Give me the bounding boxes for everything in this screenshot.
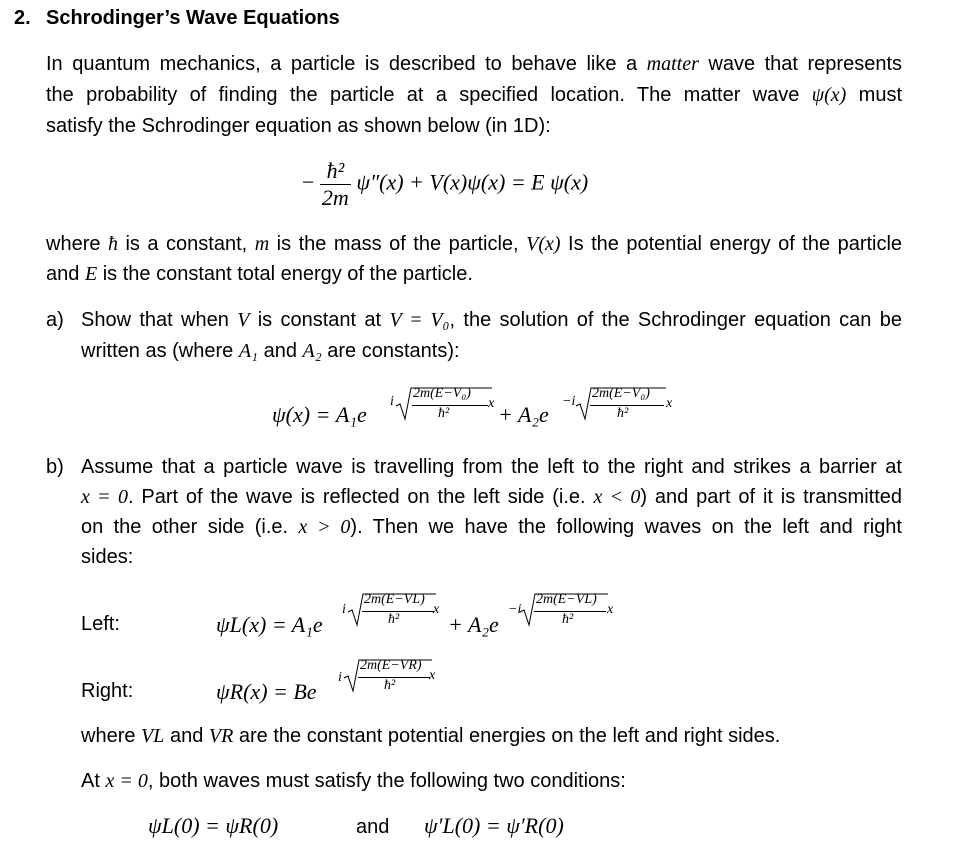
part-a-label: a) [46, 309, 64, 331]
right-label: Right: [81, 680, 134, 702]
condition-continuity: ψL(0) = ψR(0) [148, 813, 279, 838]
part-b-label: b) [46, 456, 64, 478]
part-a-radicand-den-2: ħ² [617, 406, 629, 421]
intro-line-2: the probability of finding the particle at a specified location. The matter wave ψ(x) must [46, 84, 902, 106]
right-equation-lhs: ψR(x) = Be [216, 679, 317, 704]
where-line-2: and E is the constant total energy of the particle. [46, 263, 473, 285]
conditions-and: and [356, 816, 390, 838]
section-number: 2. [14, 7, 31, 29]
part-a-x1: x [488, 396, 495, 411]
part-b-line-1: Assume that a particle wave is travelling from the left to the right and strikes a barrier at [81, 456, 902, 478]
section-title: Schrodinger’s Wave Equations [46, 7, 340, 29]
part-b-line-4: sides: [81, 546, 134, 568]
right-exp-i: i [338, 670, 342, 685]
intro-line-1: In quantum mechanics, a particle is described to behave like a matter wave that represents [46, 53, 903, 75]
at-boundary-line: At x = 0, both waves must satisfy the following two conditions: [81, 770, 626, 792]
left-second-term: + A₂e [448, 612, 499, 637]
right-x: x [429, 668, 436, 683]
part-b-line-2: x = 0. Part of the wave is reflected on the left side (i.e. x < 0) and part of it is transmitted [81, 486, 903, 508]
part-a-line-2: written as (where A₁ and A₂ are constants): [81, 340, 460, 362]
left-radicand-den-2: ħ² [562, 612, 574, 627]
part-a-x2: x [666, 396, 673, 411]
eq-numerator: ħ² [320, 158, 351, 185]
part-a-exp-i: i [390, 394, 394, 409]
left-radicand-den: ħ² [388, 612, 400, 627]
part-a-radicand-num-2: 2m(E−V₀) [592, 386, 650, 401]
intro-line-3: satisfy the Schrodinger equation as shown below (in 1D): [46, 115, 551, 137]
eq-denominator: 2m [321, 185, 349, 210]
where-potentials: where VL and VR are the constant potential energies on the left and right sides. [81, 725, 781, 747]
part-a-second-term: + A₂e [498, 402, 549, 427]
left-exp-i: i [342, 602, 346, 617]
right-radicand-num: 2m(E−VR) [360, 658, 422, 673]
left-x1: x [433, 602, 440, 617]
left-equation-lhs: ψL(x) = A₁e [216, 612, 323, 637]
left-radicand-num-2: 2m(E−VL) [536, 592, 597, 607]
left-x2: x [607, 602, 614, 617]
part-a-radicand-den: ħ² [438, 406, 450, 421]
left-radicand-num: 2m(E−VL) [364, 592, 425, 607]
part-b-line-3: on the other side (i.e. x > 0). Then we have the following waves on the left and right [81, 516, 902, 538]
left-label: Left: [81, 613, 120, 635]
condition-derivative: ψ′L(0) = ψ′R(0) [424, 813, 564, 838]
part-a-line-1: Show that when V is constant at V = V₀, the solution of the Schrodinger equation can be [81, 309, 902, 331]
left-exp-neg-i: −i [508, 602, 522, 617]
part-a-equation: ψ(x) = A₁e [272, 402, 367, 427]
where-line-1: where ħ is a constant, m is the mass of the particle, V(x) Is the potential energy of the particle [46, 233, 903, 255]
part-a-exp-neg-i: −i [562, 394, 576, 409]
part-a-radicand-num: 2m(E−V₀) [413, 386, 471, 401]
schrodinger-equation: − $\frac{\text{ħ²}}{2m}$ ψ″(x) + V(x)ψ(x) = E ψ(x) [302, 158, 589, 210]
right-radicand-den: ħ² [384, 678, 396, 693]
frac-bar-a1 [412, 405, 488, 406]
